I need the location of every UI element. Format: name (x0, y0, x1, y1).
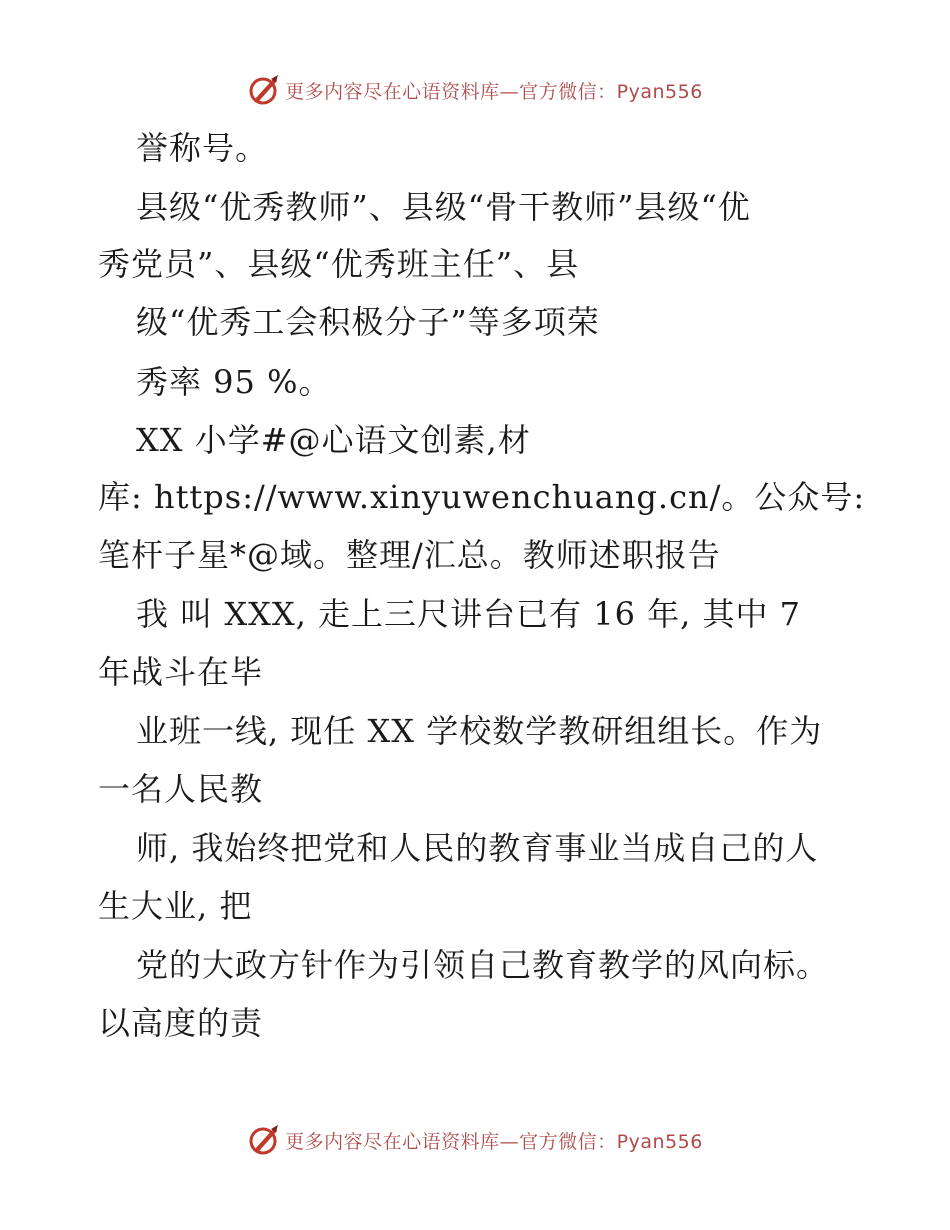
quill-pen-logo-icon (247, 1123, 281, 1157)
text-line: 师, 我始终把党和人民的教育事业当成自己的人 (136, 829, 819, 867)
text-line: 库: https://www.xinyuwenchuang.cn/。公众号: (98, 478, 866, 516)
watermark-text: 更多内容尽在心语资料库—官方微信：Pyan556 (285, 1130, 703, 1153)
text-line: 党的大政方针作为引领自己教育教学的风向标。 (136, 946, 830, 984)
footer-watermark (0, 1120, 950, 1160)
text-line: 生大业, 把 (98, 887, 253, 925)
text-line: 年战斗在毕 (98, 653, 264, 691)
watermark-text: 更多内容尽在心语资料库—官方微信：Pyan556 (285, 80, 703, 103)
text-line: 秀率 95 %。 (136, 363, 332, 401)
text-line: 我 叫 XXX, 走上三尺讲台已有 16 年, 其中 7 (136, 595, 801, 633)
text-line: 笔杆子星*@域。整理/汇总。教师述职报告 (98, 536, 721, 574)
text-line: 县级“优秀教师”、县级“骨干教师”县级“优 (136, 188, 751, 226)
text-line: 誉称号。 (136, 129, 269, 167)
text-line: 级“优秀工会积极分子”等多项荣 (136, 303, 600, 341)
text-line: 业班一线, 现任 XX 学校数学教研组组长。作为 (136, 712, 823, 750)
text-line: 秀党员”、县级“优秀班主任”、县 (98, 245, 580, 283)
quill-pen-logo-icon (247, 73, 281, 107)
text-line: 以高度的责 (98, 1004, 264, 1042)
text-line: XX 小学#@心语文创素,材 (136, 421, 531, 459)
header-watermark (0, 70, 950, 110)
text-line: 一名人民教 (98, 770, 264, 808)
